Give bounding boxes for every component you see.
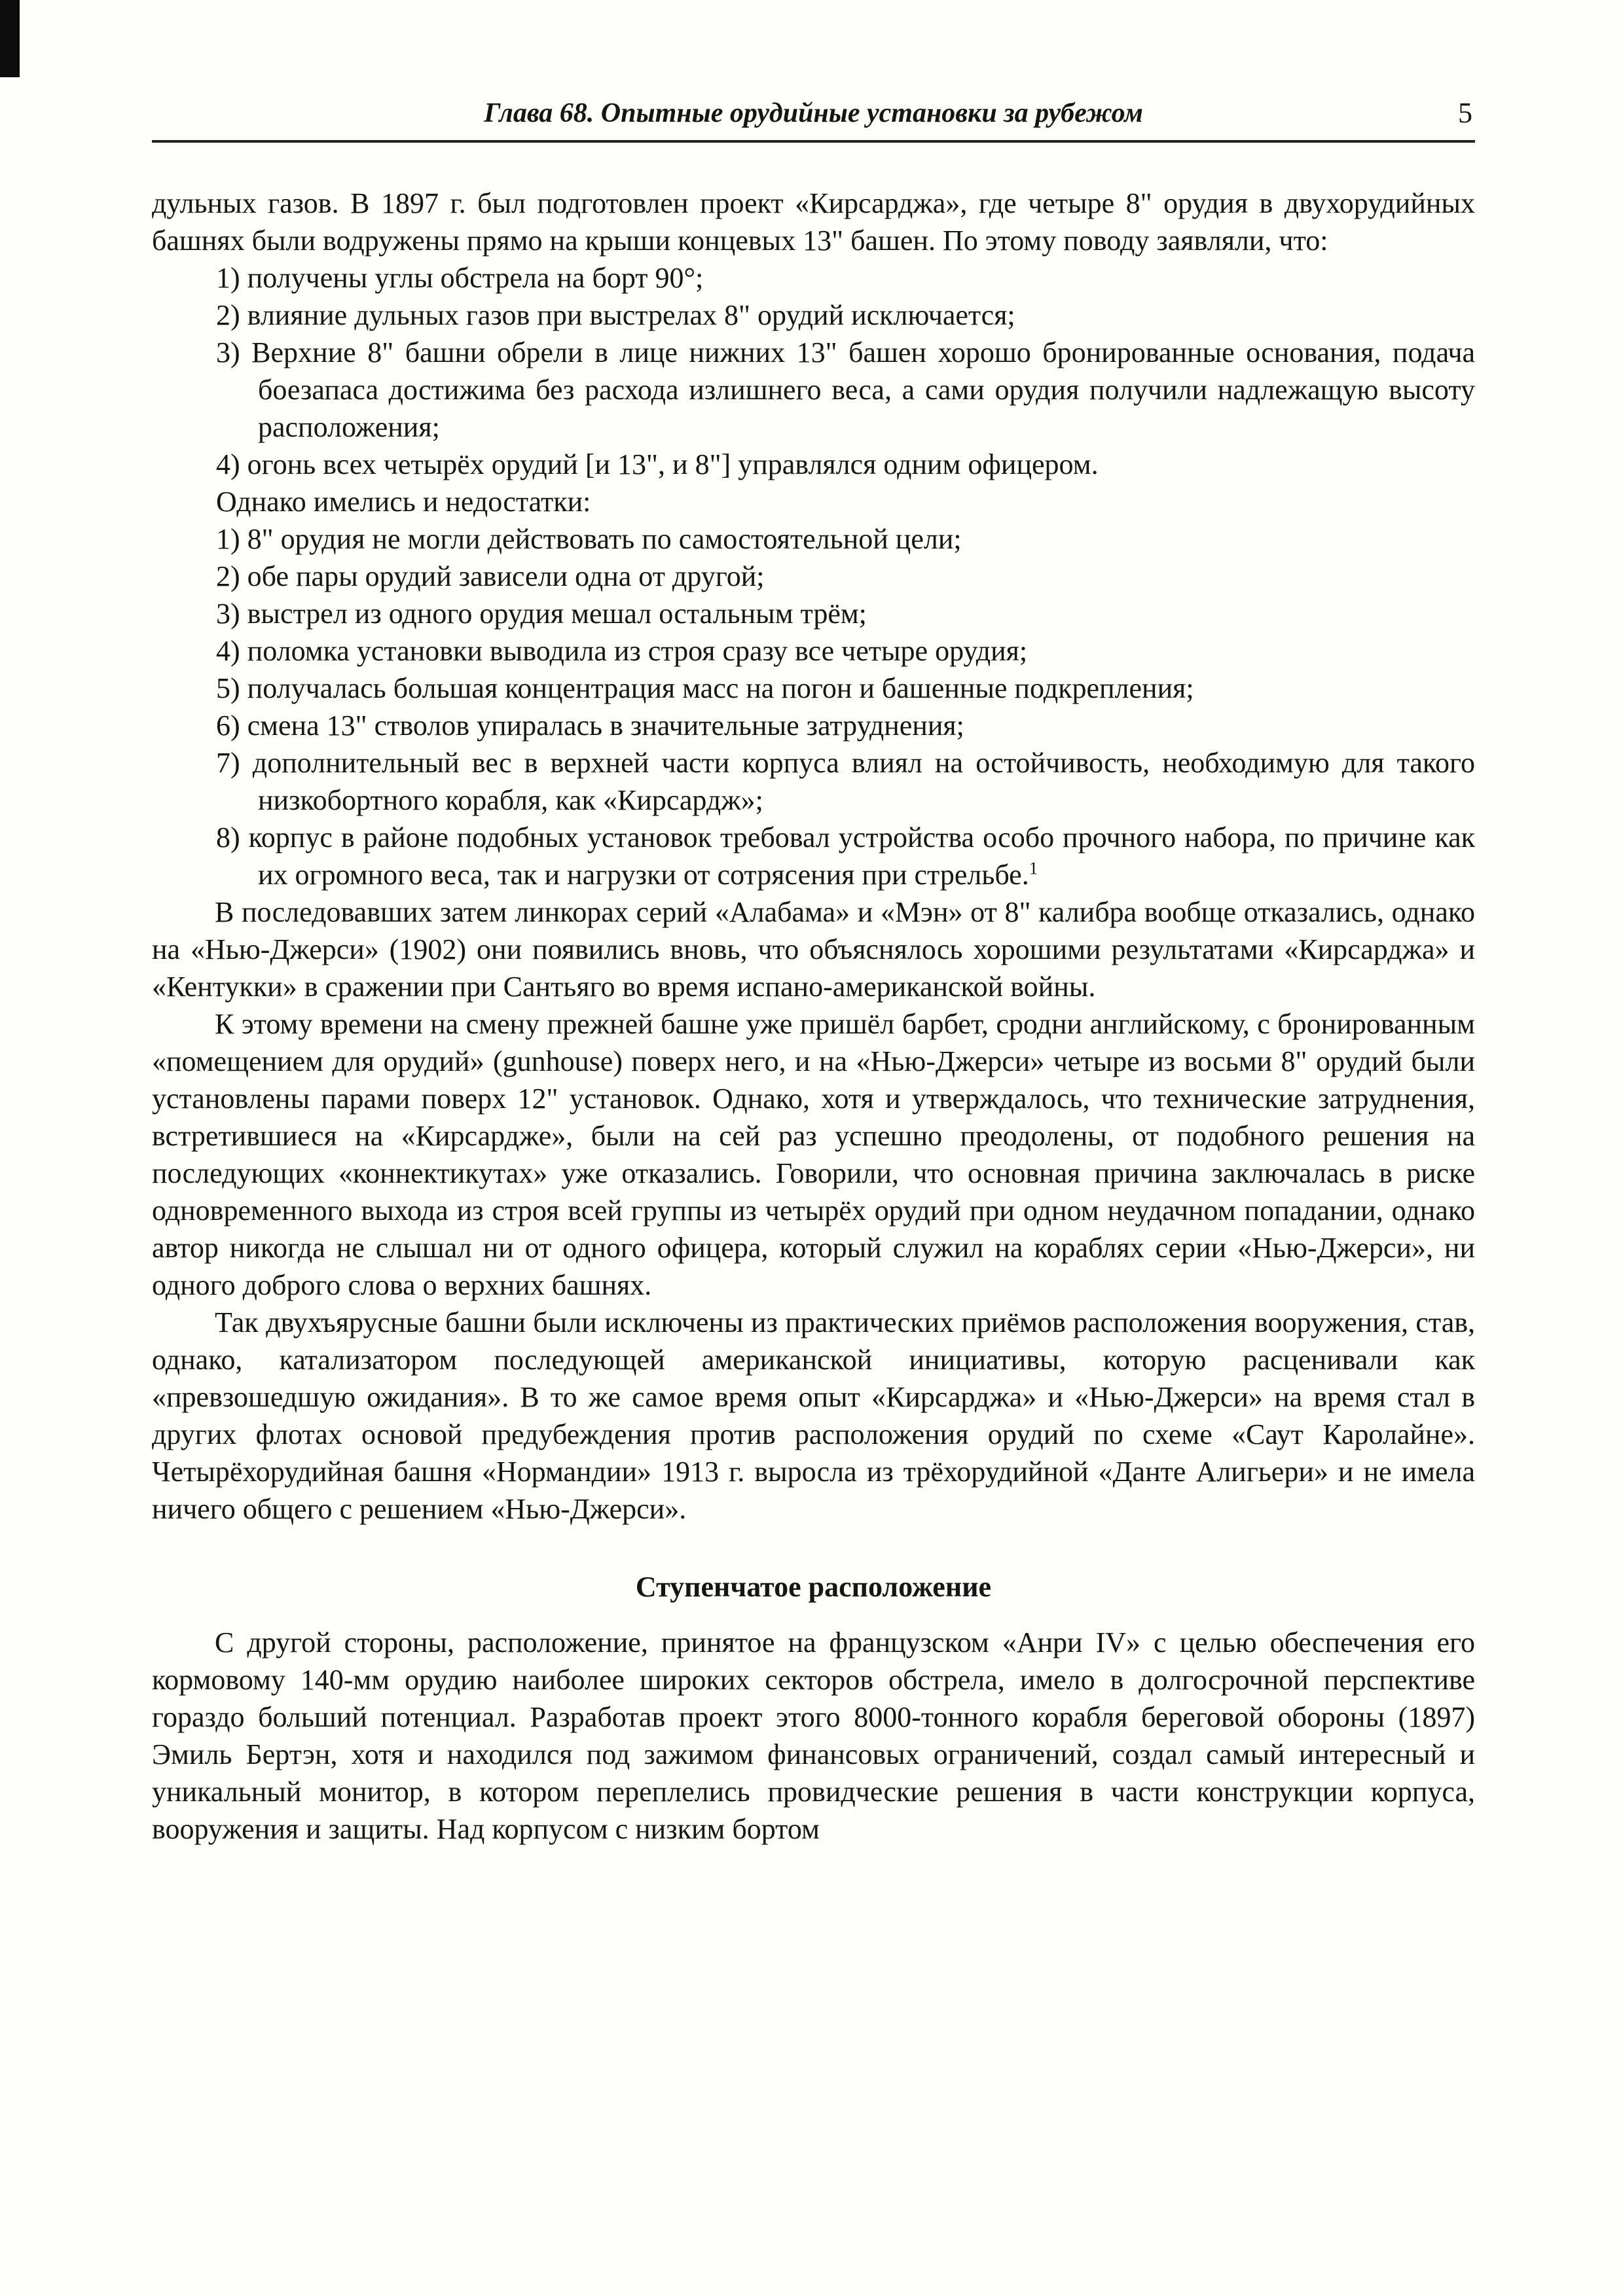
section-heading: Ступенчатое расположение (635, 1571, 992, 1603)
drawbacks-intro: Однако имелись и недостатки: (216, 486, 591, 518)
paragraph-alabama: В последовавших затем линкорах серий «Алабама» и «Мэн» от 8" калибра вообще отказались, однако на «Нью-Джерси» (1902) они появились вновь, что объяснялось хорошими результатами «Кирсарджа» и «Кентукки» в сражении при Сантьяго во время испано-американской войны. (152, 896, 1475, 1003)
footnote-reference: 1 (1029, 858, 1038, 878)
list-item-drawback-4: 4) поломка установки выводила из строя сразу все четыре орудия; (216, 635, 1028, 667)
paragraph-barbette: К этому времени на смену прежней башне уже пришёл барбет, сродни английскому, с бронированным «помещением для орудий» (gunhouse) поверх него, и на «Нью-Джерси» четыре из восьми 8" орудий были установлены парами поверх 12" установок. Однако, хотя и утверждалось, что технические затруднения, встретившиеся на «Кирсардже», были на сей раз успешно преодолены, от подобного решения на последующих «коннектикутах» уже отказались. Говорили, что основная причина заключалась в риске одновременного выхода из строя всей группы из четырёх орудий при одном неудачном попадании, однако автор никогда не слышал ни от одного офицера, который служил на кораблях серии «Нью-Джерси», ни одного доброго слова о верхних башнях. (152, 1008, 1475, 1301)
page-body (152, 185, 1475, 1848)
list-item-drawback-2: 2) обе пары орудий зависели одна от другой; (216, 560, 765, 592)
list-item-drawback-6: 6) смена 13" стволов упиралась в значительные затруднения; (216, 709, 964, 742)
paragraph-opening: дульных газов. В 1897 г. был подготовлен проект «Кирсарджа», где четыре 8" орудия в двухорудийных башнях были водружены прямо на крыши концевых 13" башен. По этому поводу заявляли, что: (152, 187, 1475, 257)
list-item-claim-4: 4) огонь всех четырёх орудий [и 13", и 8"] управлялся одним офицером. (216, 448, 1099, 480)
page-number: 5 (1458, 97, 1472, 129)
list-item-drawback-8-text: 8) корпус в районе подобных установок требовал устройства особо прочного набора, по причине как их огромного веса, так и нагрузки от сотрясения при стрельбе. (216, 821, 1475, 891)
list-item-drawback-7: 7) дополнительный вес в верхней части корпуса влиял на остойчивость, необходимую для такого низкобортного корабля, как «Кирсардж»; (216, 747, 1475, 816)
list-item-drawback-1: 1) 8" орудия не могли действовать по самостоятельной цели; (216, 523, 962, 555)
running-head (152, 97, 1475, 130)
list-item-drawback-5: 5) получалась большая концентрация масс на погон и башенные подкрепления; (216, 672, 1194, 704)
list-item-drawback-3: 3) выстрел из одного орудия мешал остальным трём; (216, 598, 867, 630)
list-item-claim-3: 3) Верхние 8" башни обрели в лице нижних 13" башен хорошо бронированные основания, подача боезапаса достижима без расхода излишнего веса, а сами орудия получили надлежащую высоту расположения; (216, 336, 1475, 443)
list-item-claim-2: 2) влияние дульных газов при выстрелах 8" орудий исключается; (216, 299, 1015, 331)
list-item-claim-1: 1) получены углы обстрела на борт 90°; (216, 262, 704, 294)
chapter-title: Глава 68. Опытные орудийные установки за рубежом (484, 98, 1143, 128)
list-item-drawback-8 (152, 819, 1475, 893)
paragraph-two-tier: Так двухъярусные башни были исключены из практических приёмов расположения вооружения, став, однако, катализатором последующей американской инициативы, которую расценивали как «превзошедшую ожидания». В то же самое время опыт «Кирсарджа» и «Нью-Джерси» на время стал в других флотах основой предубеждения против расположения орудий по схеме «Саут Каролайне». Четырёхорудийная башня «Нормандии» 1913 г. выросла из трёхорудийной «Данте Алигьери» и не имела ничего общего с решением «Нью-Джерси». (152, 1306, 1475, 1525)
paragraph-henri: С другой стороны, расположение, принятое на французском «Анри IV» с целью обеспечения его кормовому 140-мм орудию наиболее широких секторов обстрела, имело в долгосрочной перспективе гораздо больший потенциал. Разработав проект этого 8000-тонного корабля береговой обороны (1897) Эмиль Бертэн, хотя и находился под зажимом финансовых ограничений, создал самый интересный и уникальный монитор, в котором переплелись провидческие решения в части конструкции корпуса, вооружения и защиты. Над корпусом с низким бортом (152, 1626, 1475, 1845)
page-header (152, 97, 1475, 143)
header-rule (152, 140, 1475, 143)
scan-edge-artifact (0, 0, 20, 77)
